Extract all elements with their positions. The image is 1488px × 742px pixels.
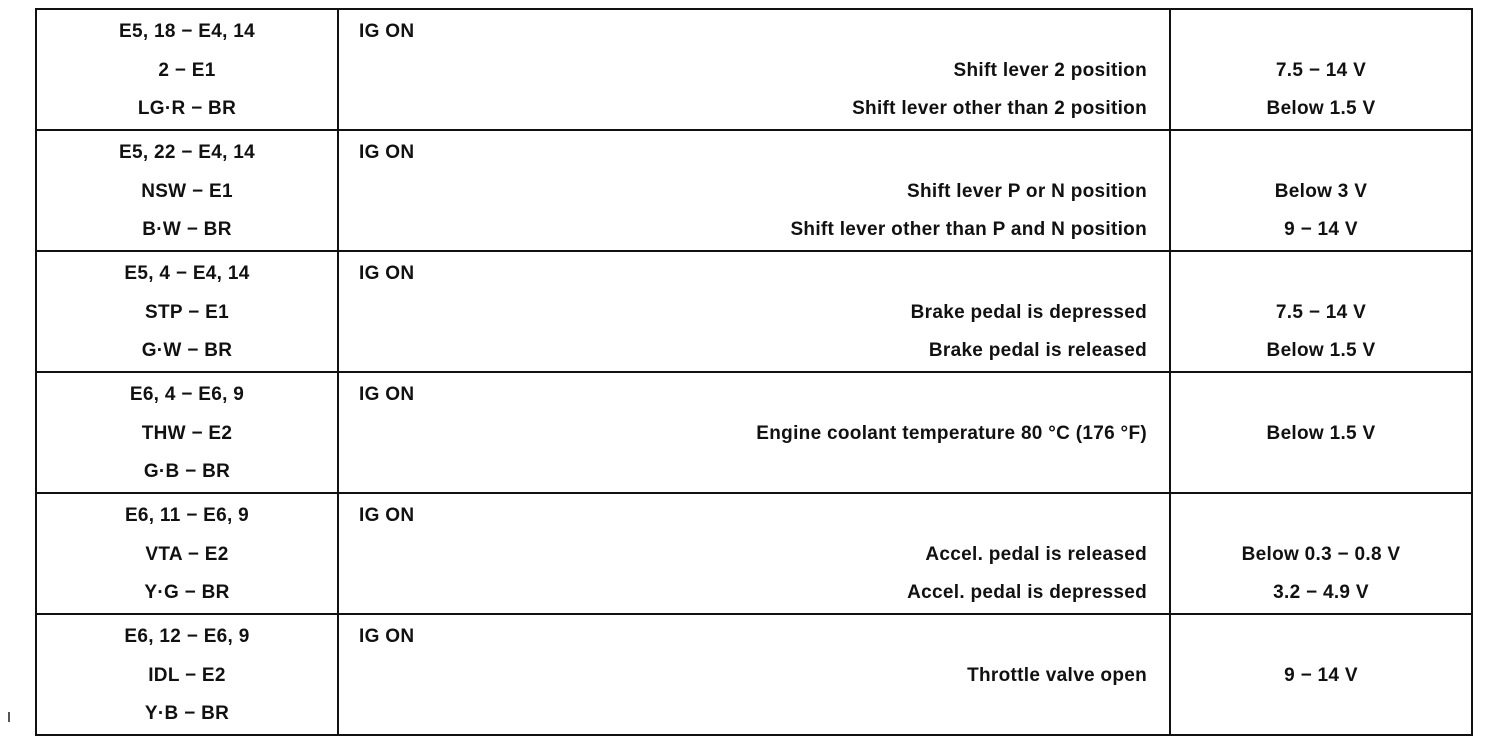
condition-line: Brake pedal is released [928,340,1147,361]
condition-cell [338,130,1170,251]
table-row [36,130,1472,251]
spec-value: Below 1.5 V [1266,98,1376,119]
spec-value [1171,18,1471,46]
terminal-pins: E5, 18 − E4, 14 [118,21,255,42]
spec-value [1171,260,1471,288]
terminal-cell [36,614,338,735]
condition-line: Throttle valve open [967,664,1147,686]
table-row [36,372,1472,493]
condition-line: Engine coolant temperature 80 °C (176 °F) [756,422,1147,444]
ignition-condition: IG ON [359,142,415,163]
terminal-pins: E6, 12 − E6, 9 [124,626,250,647]
ignition-condition: IG ON [359,21,415,42]
spec-value [1171,139,1471,167]
condition-line: Brake pedal is depressed [910,301,1147,323]
condition-line: Shift lever other than P and N position [790,219,1147,240]
condition-cell [338,9,1170,130]
condition-line: Shift lever 2 position [953,59,1147,81]
spec-value: Below 1.5 V [1266,340,1376,361]
spec-cell [1170,372,1472,493]
table-row [36,251,1472,372]
table-row [36,9,1472,130]
spec-cell [1170,251,1472,372]
spec-value [1171,458,1471,486]
terminal-pins: E5, 4 − E4, 14 [124,263,250,284]
scan-edge-mark [8,712,10,722]
terminal-pins: E6, 11 − E6, 9 [124,505,250,526]
terminal-voltage-table-container [35,8,1471,722]
wire-colors: G·B − BR [143,461,231,482]
terminal-symbols: IDL − E2 [148,664,226,686]
condition-line [339,700,1169,728]
spec-value: 3.2 − 4.9 V [1273,582,1369,603]
terminal-pins: E6, 4 − E6, 9 [129,384,245,405]
spec-cell [1170,493,1472,614]
ignition-condition: IG ON [359,626,415,647]
terminal-voltage-table [35,8,1473,736]
condition-line [339,458,1169,486]
spec-value [1171,623,1471,651]
condition-line: Shift lever other than 2 position [852,98,1147,119]
terminal-cell [36,493,338,614]
spec-value: Below 1.5 V [1266,422,1376,444]
table-row [36,493,1472,614]
spec-cell [1170,614,1472,735]
condition-line: Shift lever P or N position [906,180,1147,202]
table-row [36,614,1472,735]
terminal-cell [36,372,338,493]
terminal-cell [36,130,338,251]
spec-cell [1170,9,1472,130]
condition-cell [338,372,1170,493]
ignition-condition: IG ON [359,263,415,284]
condition-line: Accel. pedal is depressed [907,582,1147,603]
terminal-symbols: STP − E1 [145,301,229,323]
wire-colors: Y·B − BR [144,703,230,724]
spec-value: 7.5 − 14 V [1275,301,1367,323]
terminal-symbols: VTA − E2 [145,543,229,565]
wire-colors: B·W − BR [142,219,232,240]
terminal-pins: E5, 22 − E4, 14 [118,142,255,163]
terminal-cell [36,9,338,130]
spec-value: 9 − 14 V [1284,219,1358,240]
ignition-condition: IG ON [359,505,415,526]
condition-line: Accel. pedal is released [925,543,1147,565]
wire-colors: Y·G − BR [144,582,230,603]
condition-cell [338,493,1170,614]
spec-cell [1170,130,1472,251]
ignition-condition: IG ON [359,384,415,405]
spec-value [1171,700,1471,728]
condition-cell [338,251,1170,372]
spec-value: Below 3 V [1274,180,1368,202]
spec-value: 9 − 14 V [1284,664,1358,686]
spec-value [1171,381,1471,409]
wire-colors: LG·R − BR [137,98,237,119]
spec-value [1171,502,1471,530]
wire-colors: G·W − BR [141,340,233,361]
terminal-cell [36,251,338,372]
spec-value: Below 0.3 − 0.8 V [1241,543,1401,565]
terminal-symbols: NSW − E1 [141,180,233,202]
terminal-symbols: 2 − E1 [158,59,216,81]
terminal-symbols: THW − E2 [141,422,233,444]
spec-value: 7.5 − 14 V [1275,59,1367,81]
condition-cell [338,614,1170,735]
